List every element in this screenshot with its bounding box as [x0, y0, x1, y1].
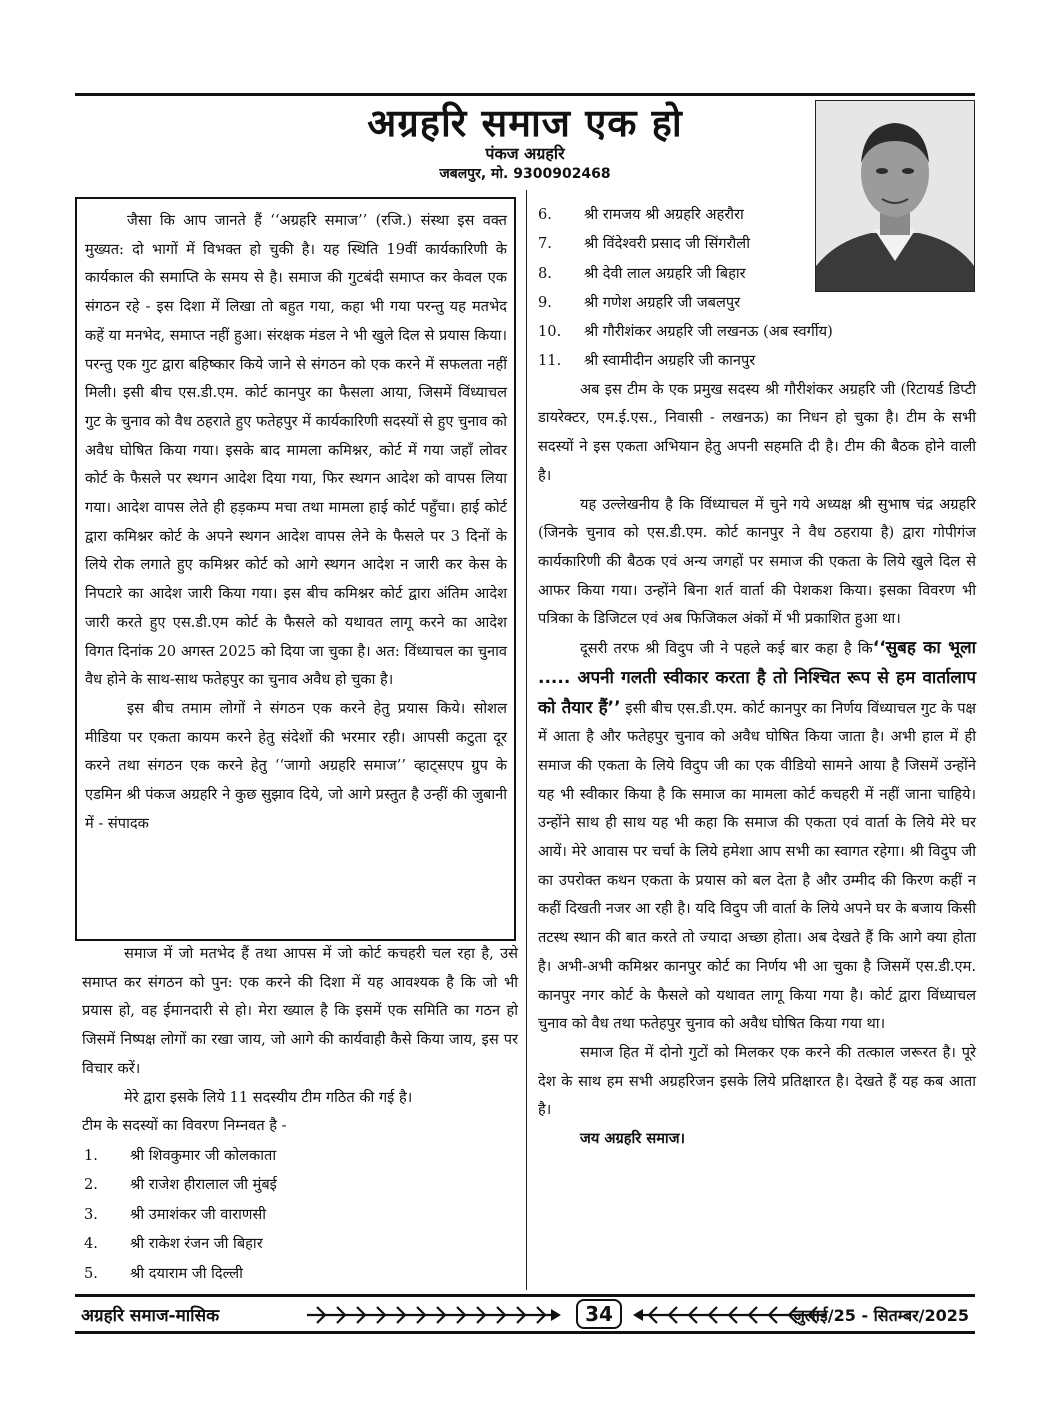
list-item — [82, 1229, 518, 1259]
author-name: पंकज अग्रहरि — [485, 144, 565, 163]
right-column-body — [538, 200, 976, 1154]
list-number: 9. — [538, 293, 552, 311]
page-number: 34 — [576, 1299, 622, 1329]
arrow-flourish-right-icon — [303, 1303, 565, 1327]
body-para: यह उल्लेखनीय है कि विंध्याचल में चुने गये अध्यक्ष श्री सुभाष चंद्र अग्रहरि (जिनके चुनाव को एस.डी.एम. कोर्ट कानपुर ने वैध ठहराया है) द्वारा गोपीगंज कार्यकारिणी की बैठक एवं अन्य जगहों पर समाज की एकता के लिये खुले दिल से आफर किया गया। उन्होंने बिना शर्त वार्ता की पेशकश किया। इसका विवरण भी पत्रिका के डिजिटल एवं अब फिजिकल अंकों में भी प्रकाशित हुआ था। — [538, 495, 976, 628]
list-number: 7. — [538, 235, 552, 253]
magazine-name: अग्रहरि समाज-मासिक — [81, 1306, 220, 1326]
member-name: श्री उमाशंकर जी वाराणसी — [130, 1205, 267, 1223]
left-column-body — [82, 940, 518, 1288]
closing-slogan: जय अग्रहरि समाज। — [580, 1130, 686, 1148]
issue-date: जुलाई/25 - सितम्बर/2025 — [793, 1306, 969, 1325]
list-item — [82, 1141, 518, 1171]
member-name: श्री रामजय श्री अग्रहरि अहरौरा — [584, 206, 744, 223]
body-para: टीम के सदस्यों का विवरण निम्नवत है - — [82, 1117, 287, 1135]
body-para: समाज में जो मतभेद हैं तथा आपस में जो कोर्ट कचहरी चल रहा है, उसे समाप्त कर संगठन को पुन: एक करने की दिशा में यह आवश्यक है कि जो भी प्रयास हो, वह ईमानदारी से हो। मेरा ख्याल है कि इसमें एक समिति का गठन हो जिसमें निष्पक्ष लोगों का रखा जाय, जो आगे की कार्यवाही कैसे किया जाय, इस पर विचार करें। — [82, 945, 518, 1077]
quote-lead-in: दूसरी तरफ श्री विदुप जी ने पहले कई बार कहा है कि — [580, 640, 873, 658]
member-name: श्री राकेश रंजन जी बिहार — [130, 1235, 263, 1253]
list-item — [538, 317, 976, 346]
list-item — [538, 229, 810, 258]
list-item — [82, 1170, 518, 1200]
article-title: अग्रहरि समाज एक हो — [367, 101, 683, 145]
list-item — [538, 259, 810, 288]
list-item — [82, 1259, 518, 1289]
team-list-right-wide — [538, 317, 976, 376]
member-name: श्री गौरीशंकर अग्रहरि जी लखनऊ (अब स्वर्गीय) — [584, 323, 833, 341]
body-para-quote — [538, 634, 976, 1039]
list-number: 3. — [84, 1205, 98, 1223]
list-number: 4. — [84, 1235, 98, 1253]
editor-note-para-2: इस बीच तमाम लोगों ने संगठन एक करने हेतु प्रयास किये। सोशल मीडिया पर एकता कायम करने हेतु संदेशों की भरमार रही। आपसी कटुता दूर करने तथा संगठन एक करने हेतु ‘‘जागो अग्रहरि समाज’’ व्हाट्सएप ग्रुप के एडमिन श्री पंकज अग्रहरि ने कुछ सुझाव दिये, जो आगे प्रस्तुत है उन्हीं की जुबानी में - संपादक — [85, 699, 507, 832]
page-footer — [75, 1294, 975, 1334]
author-location: जबलपुर, मो. 9300902468 — [439, 166, 611, 182]
body-para: अब इस टीम के एक प्रमुख सदस्य श्री गौरीशंकर अग्रहरि जी (रिटायर्ड डिप्टी डायरेक्टर, एम.ई.एस., निवासी - लखनऊ) का निधन हो चुका है। टीम के सभी सदस्यों ने इस एकता अभियान हेतु अपनी सहमति दी है। टीम की बैठक होने वाली है। — [538, 380, 976, 484]
member-name: श्री शिवकुमार जी कोलकाता — [130, 1146, 277, 1164]
list-item — [538, 288, 810, 317]
quote-continuation: इसी बीच एस.डी.एम. कोर्ट कानपुर का निर्णय विंध्याचल गुट के पक्ष में आता है और फतेहपुर चुनाव को अवैध घोषित किया जाता है। अभी हाल में ही समाज की एकता के लिये विदुप जी का एक वीडियो सामने आया है जिसमें उन्होंने यह भी स्वीकार किया है कि समाज का मामला कोर्ट कचहरी में नहीं जाना चाहिये। उन्होंने साथ ही साथ यह भी कहा कि समाज की एकता एवं वार्ता के लिये मेरे घर आयें। मेरे आवास पर चर्चा के लिये हमेशा आप सभी का स्वागत रहेगा। श्री विदुप जी का उपरोक्त कथन एकता के प्रयास को बल देता है और उम्मीद की किरण कहीं न कहीं दिखती नजर आ रही है। यदि विदुप जी वार्ता के लिये अपने घर के बजाय किसी तटस्थ स्थान की बात करते तो ज्यादा अच्छा होता। अब देखते हैं कि आगे क्या होता है। अभी-अभी कमिश्नर कानपुर कोर्ट का निर्णय भी आ चुका है जिसमें एस.डी.एम. कानपुर नगर कोर्ट के फैसले को यथावत लागू किया गया है। कोर्ट द्वारा विंध्याचल चुनाव को वैध तथा फतेहपुर चुनाव को अवैध घोषित किया गया था। — [538, 699, 976, 1033]
body-para: मेरे द्वारा इसके लिये 11 सदस्यीय टीम गठित की गई है। — [124, 1088, 413, 1106]
list-number: 8. — [538, 264, 552, 282]
list-number: 1. — [84, 1146, 98, 1164]
member-name: श्री स्वामीदीन अग्रहरि जी कानपुर — [584, 352, 756, 370]
list-item — [82, 1200, 518, 1230]
highlighted-quote: ‘‘सुबह का भूला ..... अपनी गलती स्वीकार करता है तो निश्चित रूप से हम वार्तालाप को तैयार हैं’’ — [538, 638, 976, 718]
list-number: 5. — [84, 1264, 98, 1282]
list-number: 2. — [84, 1176, 98, 1194]
team-list-right — [538, 200, 810, 317]
member-name: श्री विंदेश्वरी प्रसाद जी सिंगरौली — [584, 235, 750, 253]
editor-note-box — [75, 197, 516, 941]
member-name: श्री गणेश अग्रहरि जी जबलपुर — [584, 293, 741, 311]
body-para: समाज हित में दोनो गुटों को मिलकर एक करने की तत्काल जरूरत है। पूरे देश के साथ हम सभी अग्रहरिजन इसके लिये प्रतिक्षारत है। देखते हैं यह कब आता है। — [538, 1043, 976, 1119]
list-item — [538, 346, 976, 375]
list-number: 10. — [538, 323, 562, 341]
member-name: श्री देवी लाल अग्रहरि जी बिहार — [584, 264, 746, 282]
member-name: श्री दयाराम जी दिल्ली — [130, 1264, 243, 1282]
list-number: 11. — [538, 352, 562, 370]
editor-note-para-1: जैसा कि आप जानते हैं ‘‘अग्रहरि समाज’’ (रजि.) संस्था इस वक्त मुख्यत: दो भागों में विभक्त हो चुकी है। यह स्थिति 19वीं कार्यकारिणी के कार्यकाल की समाप्ति के समय से है। समाज की गुटबंदी समाप्त कर केवल एक संगठन रहे - इस दिशा में लिखा तो बहुत गया, कहा भी गया परन्तु यह मतभेद कहें या मनभेद, समाप्त नहीं हुआ। संरक्षक मंडल ने भी खुले दिल से प्रयास किया। परन्तु एक गुट द्वारा बहिष्कार किये जाने से संगठन को एक करने में सफलता नहीं मिली। इसी बीच एस.डी.एम. कोर्ट कानपुर का फैसला आया, जिसमें विंध्याचल गुट के चुनाव को वैध ठहराते हुए फतेहपुर में कार्यकारिणी सदस्यों से हुए चुनाव को अवैध घोषित किया गया। इसके बाद मामला कमिश्नर, कोर्ट में गया जहाँ लोवर कोर्ट के फैसले पर स्थगन आदेश दिया गया, फिर स्थगन आदेश को वापस लिया गया। आदेश वापस लेते ही हड़कम्प मचा तथा मामला हाई कोर्ट पहुँचा। हाई कोर्ट द्वारा कमिश्नर कोर्ट के अपने स्थगन आदेश वापस लेने के फैसले पर 3 दिनों के लिये रोक लगाते हुए कमिश्नर कोर्ट को आगे स्थगन आदेश न जारी कर केस के निपटारे का आदेश जारी किया गया। इस बीच कमिश्नर कोर्ट द्वारा अंतिम आदेश जारी करते हुए एस.डी.एम कोर्ट के फैसले को यथावत लागू करने का आदेश विगत दिनांक 20 अगस्त 2025 को दिया जा चुका है। अत: विंध्याचल का चुनाव वैध होने के साथ-साथ फतेहपुर का चुनाव अवैध हो चुका है। — [85, 212, 507, 689]
list-number: 6. — [538, 206, 552, 223]
member-name: श्री राजेश हीरालाल जी मुंबई — [130, 1176, 277, 1194]
team-list-left — [82, 1141, 518, 1289]
column-divider — [526, 190, 527, 1290]
list-item — [538, 200, 810, 229]
